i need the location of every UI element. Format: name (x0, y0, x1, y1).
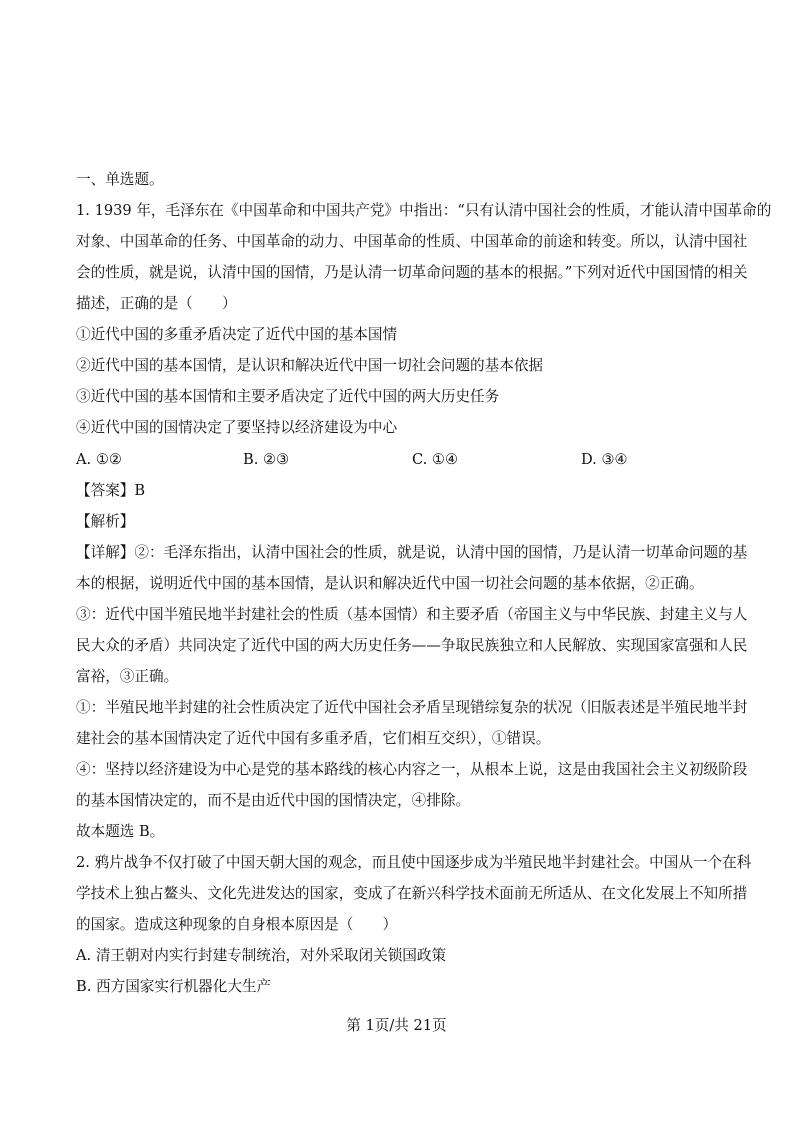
question-1-stem-line-3: 会的性质，就是说，认清中国的国情，乃是认清一切革命问题的基本的根据。”下列对近代中国国情的相关 (76, 264, 748, 281)
question-1-stem-line-2: 对象、中国革命的任务、中国革命的动力、中国革命的性质、中国革命的前途和转变。所以，认清中国社 (76, 233, 748, 250)
analysis-line-4: 民大众的矛盾）共同决定了近代中国的两大历史任务——争取民族独立和人民解放、实现国家富强和人民 (76, 637, 748, 654)
question-1-stem-line-4: 描述，正确的是（ ） (76, 295, 237, 312)
analysis-line-3: ③：近代中国半殖民地半封建社会的性质（基本国情）和主要矛盾（帝国主义与中华民族、封建主义与人 (76, 606, 748, 623)
question-1-option-c: C. ①④ (412, 451, 459, 468)
analysis-line-7: 建社会的基本国情决定了近代中国有多重矛盾，它们相互交织），①错误。 (76, 730, 551, 747)
question-2-option-b: B. 西方国家实行机器化大生产 (76, 978, 272, 995)
question-1-option-d: D. ③④ (581, 451, 628, 468)
analysis-line-1: 【详解】②：毛泽东指出，认清中国社会的性质，就是说，认清中国的国情，乃是认清一切革命问题的基 (76, 544, 748, 561)
question-2-option-a: A. 清王朝对内实行封建专制统治，对外采取闭关锁国政策 (76, 947, 447, 964)
analysis-line-8: ④：坚持以经济建设为中心是党的基本路线的核心内容之一，从根本上说，这是由我国社会主义初级阶段 (76, 761, 748, 778)
question-1-analysis-label: 【解析】 (76, 513, 135, 530)
question-1-option-b: B. ②③ (243, 451, 290, 468)
question-1-statement-3: ③近代中国的基本国情和主要矛盾决定了近代中国的两大历史任务 (76, 388, 500, 405)
question-1-statement-4: ④近代中国的国情决定了要坚持以经济建设为中心 (76, 419, 398, 436)
question-1-stem-line-1: 1. 1939 年，毛泽东在《中国革命和中国共产党》中指出：“只有认清中国社会的性质，才能认清中国革命的 (76, 202, 772, 219)
section-title: 一、单选题。 (76, 171, 164, 188)
question-2-stem-line-2: 学技术上独占鳌头、文化先进发达的国家，变成了在新兴科学技术面前无所适从、在文化发展上不知所措 (76, 885, 748, 902)
question-1-statement-2: ②近代中国的基本国情，是认识和解决近代中国一切社会问题的基本依据 (76, 357, 544, 374)
analysis-line-9: 的基本国情决定的，而不是由近代中国的国情决定，④排除。 (76, 792, 471, 809)
question-2-stem-line-3: 的国家。造成这种现象的自身根本原因是（ ） (76, 916, 398, 933)
analysis-line-5: 富裕，③正确。 (76, 668, 179, 685)
analysis-conclusion: 故本题选 B。 (76, 823, 165, 840)
analysis-line-2: 本的根据，说明近代中国的基本国情，是认识和解决近代中国一切社会问题的基本依据，②正确。 (76, 575, 704, 592)
question-2-stem-line-1: 2. 鸦片战争不仅打破了中国天朝大国的观念，而且使中国逐步成为半殖民地半封建社会。中国从一个在科 (76, 854, 752, 871)
question-1-option-a: A. ①② (76, 451, 122, 468)
question-1-answer: 【答案】B (76, 482, 146, 499)
analysis-line-6: ①：半殖民地半封建的社会性质决定了近代中国社会矛盾呈现错综复杂的状况（旧版表述是半殖民地半封 (76, 699, 748, 716)
page-footer: 第 1页/共 21页 (346, 1017, 447, 1034)
question-1-statement-1: ①近代中国的多重矛盾决定了近代中国的基本国情 (76, 326, 398, 343)
